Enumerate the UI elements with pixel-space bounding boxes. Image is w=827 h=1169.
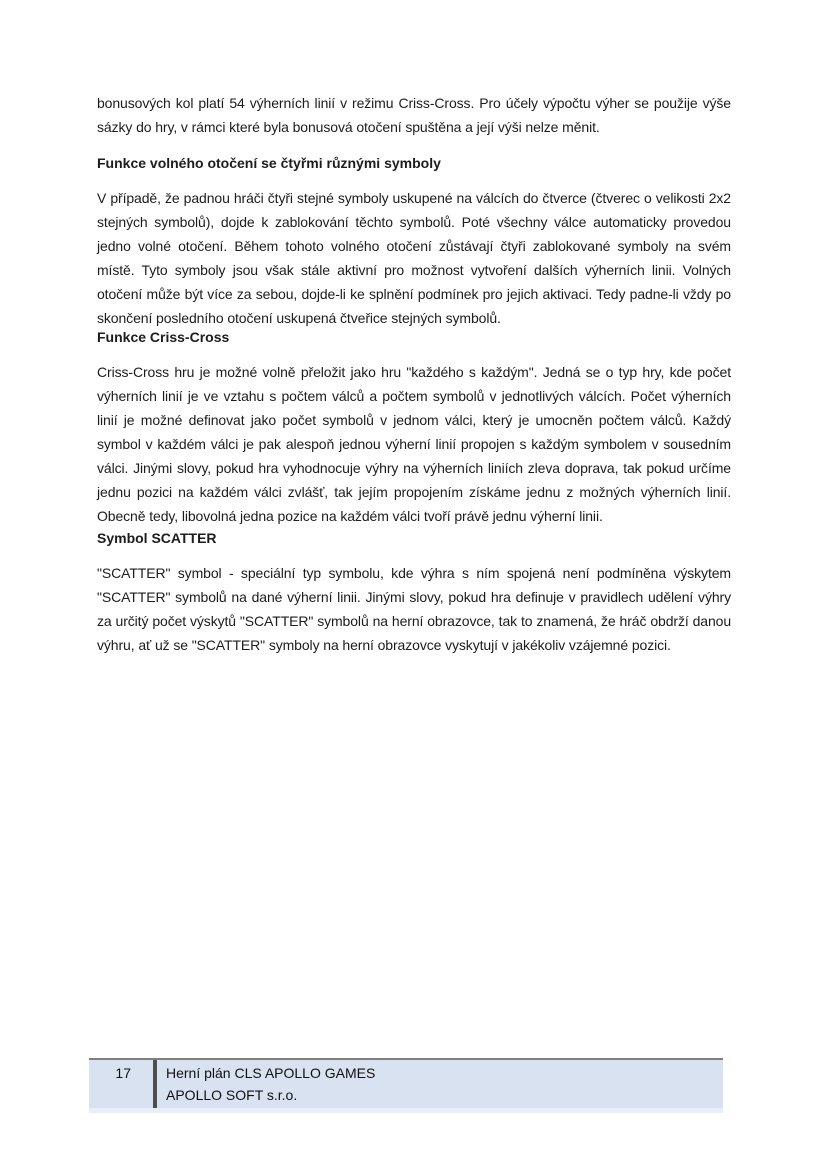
intro-paragraph: bonusových kol platí 54 výherních linií v režimu Criss-Cross. Pro účely výpočtu výher se použije výše sázky do hry, v rámci které byla bonusová otočení spuštěna a její výši nelze měnit. xyxy=(97,95,731,135)
page-number: 17 xyxy=(115,1065,131,1081)
footer-bottom-strip xyxy=(89,1108,723,1113)
paragraph-criss-cross: Criss-Cross hru je možné volně přeložit jako hru "každého s každým". Jedná se o typ hry, kde počet výherních linií je ve vztahu s počtem válců a počtem symbolů v jednotlivých válcích. Počet výherních linií je možné definovat jako počet symbolů v jednom válci, který je umocněn počtem válců. Každý symbol v každém válci je pak alespoň jednou výherní linií propojen s každým symbolem v sousedním válci. Jinými slovy, pokud hra vyhodnocuje výhry na výherních liniích zleva doprava, tak pokud určíme jednu pozici na každém válci zvlášť, tak jejím propojením získáme jednu z možných výherních linií. Obecně tedy, libovolná jedna pozice na každém válci tvoří právě jednu výherní linii. xyxy=(97,364,731,524)
page-footer xyxy=(89,1058,723,1113)
heading-free-spins: Funkce volného otočení se čtyřmi různými symboly xyxy=(97,155,441,171)
footer-bar xyxy=(89,1060,723,1108)
paragraph-scatter: "SCATTER" symbol - speciální typ symbolu, kde výhra s ním spojená není podmíněna výskytem "SCATTER" symbolů na dané výherní linii. Jinými slovy, pokud hra definuje v pravidlech udělení výhry za určitý počet výskytů "SCATTER" symbolů na herní obrazovce, tak to znamená, že hráč obdrží danou výhru, ať už se "SCATTER" symboly na herní obrazovce vyskytují v jakékoliv vzájemné pozici. xyxy=(97,565,731,653)
footer-company-name: APOLLO SOFT s.r.o. xyxy=(166,1087,298,1103)
heading-scatter: Symbol SCATTER xyxy=(97,530,217,546)
paragraph-free-spins: V případě, že padnou hráči čtyři stejné symboly uskupené na válcích do čtverce (čtverec o velikosti 2x2 stejných symbolů), dojde k zablokování těchto symbolů. Poté všechny válce automaticky provedou jedno volné otočení. Během tohoto volného otočení zůstávají čtyři zablokované symboly na svém místě. Tyto symboly jsou však stále aktivní pro možnost vytvoření dalších výherních linii. Volných otočení může být více za sebou, dojde-li ke splnění podmínek pro jejich aktivaci. Tedy padne-li vždy po skončení posledního otočení uskupená čtveřice stejných symbolů. xyxy=(97,190,731,326)
footer-document-title: Herní plán CLS APOLLO GAMES xyxy=(166,1065,376,1081)
heading-criss-cross: Funkce Criss-Cross xyxy=(97,329,230,345)
footer-text xyxy=(157,1060,723,1108)
